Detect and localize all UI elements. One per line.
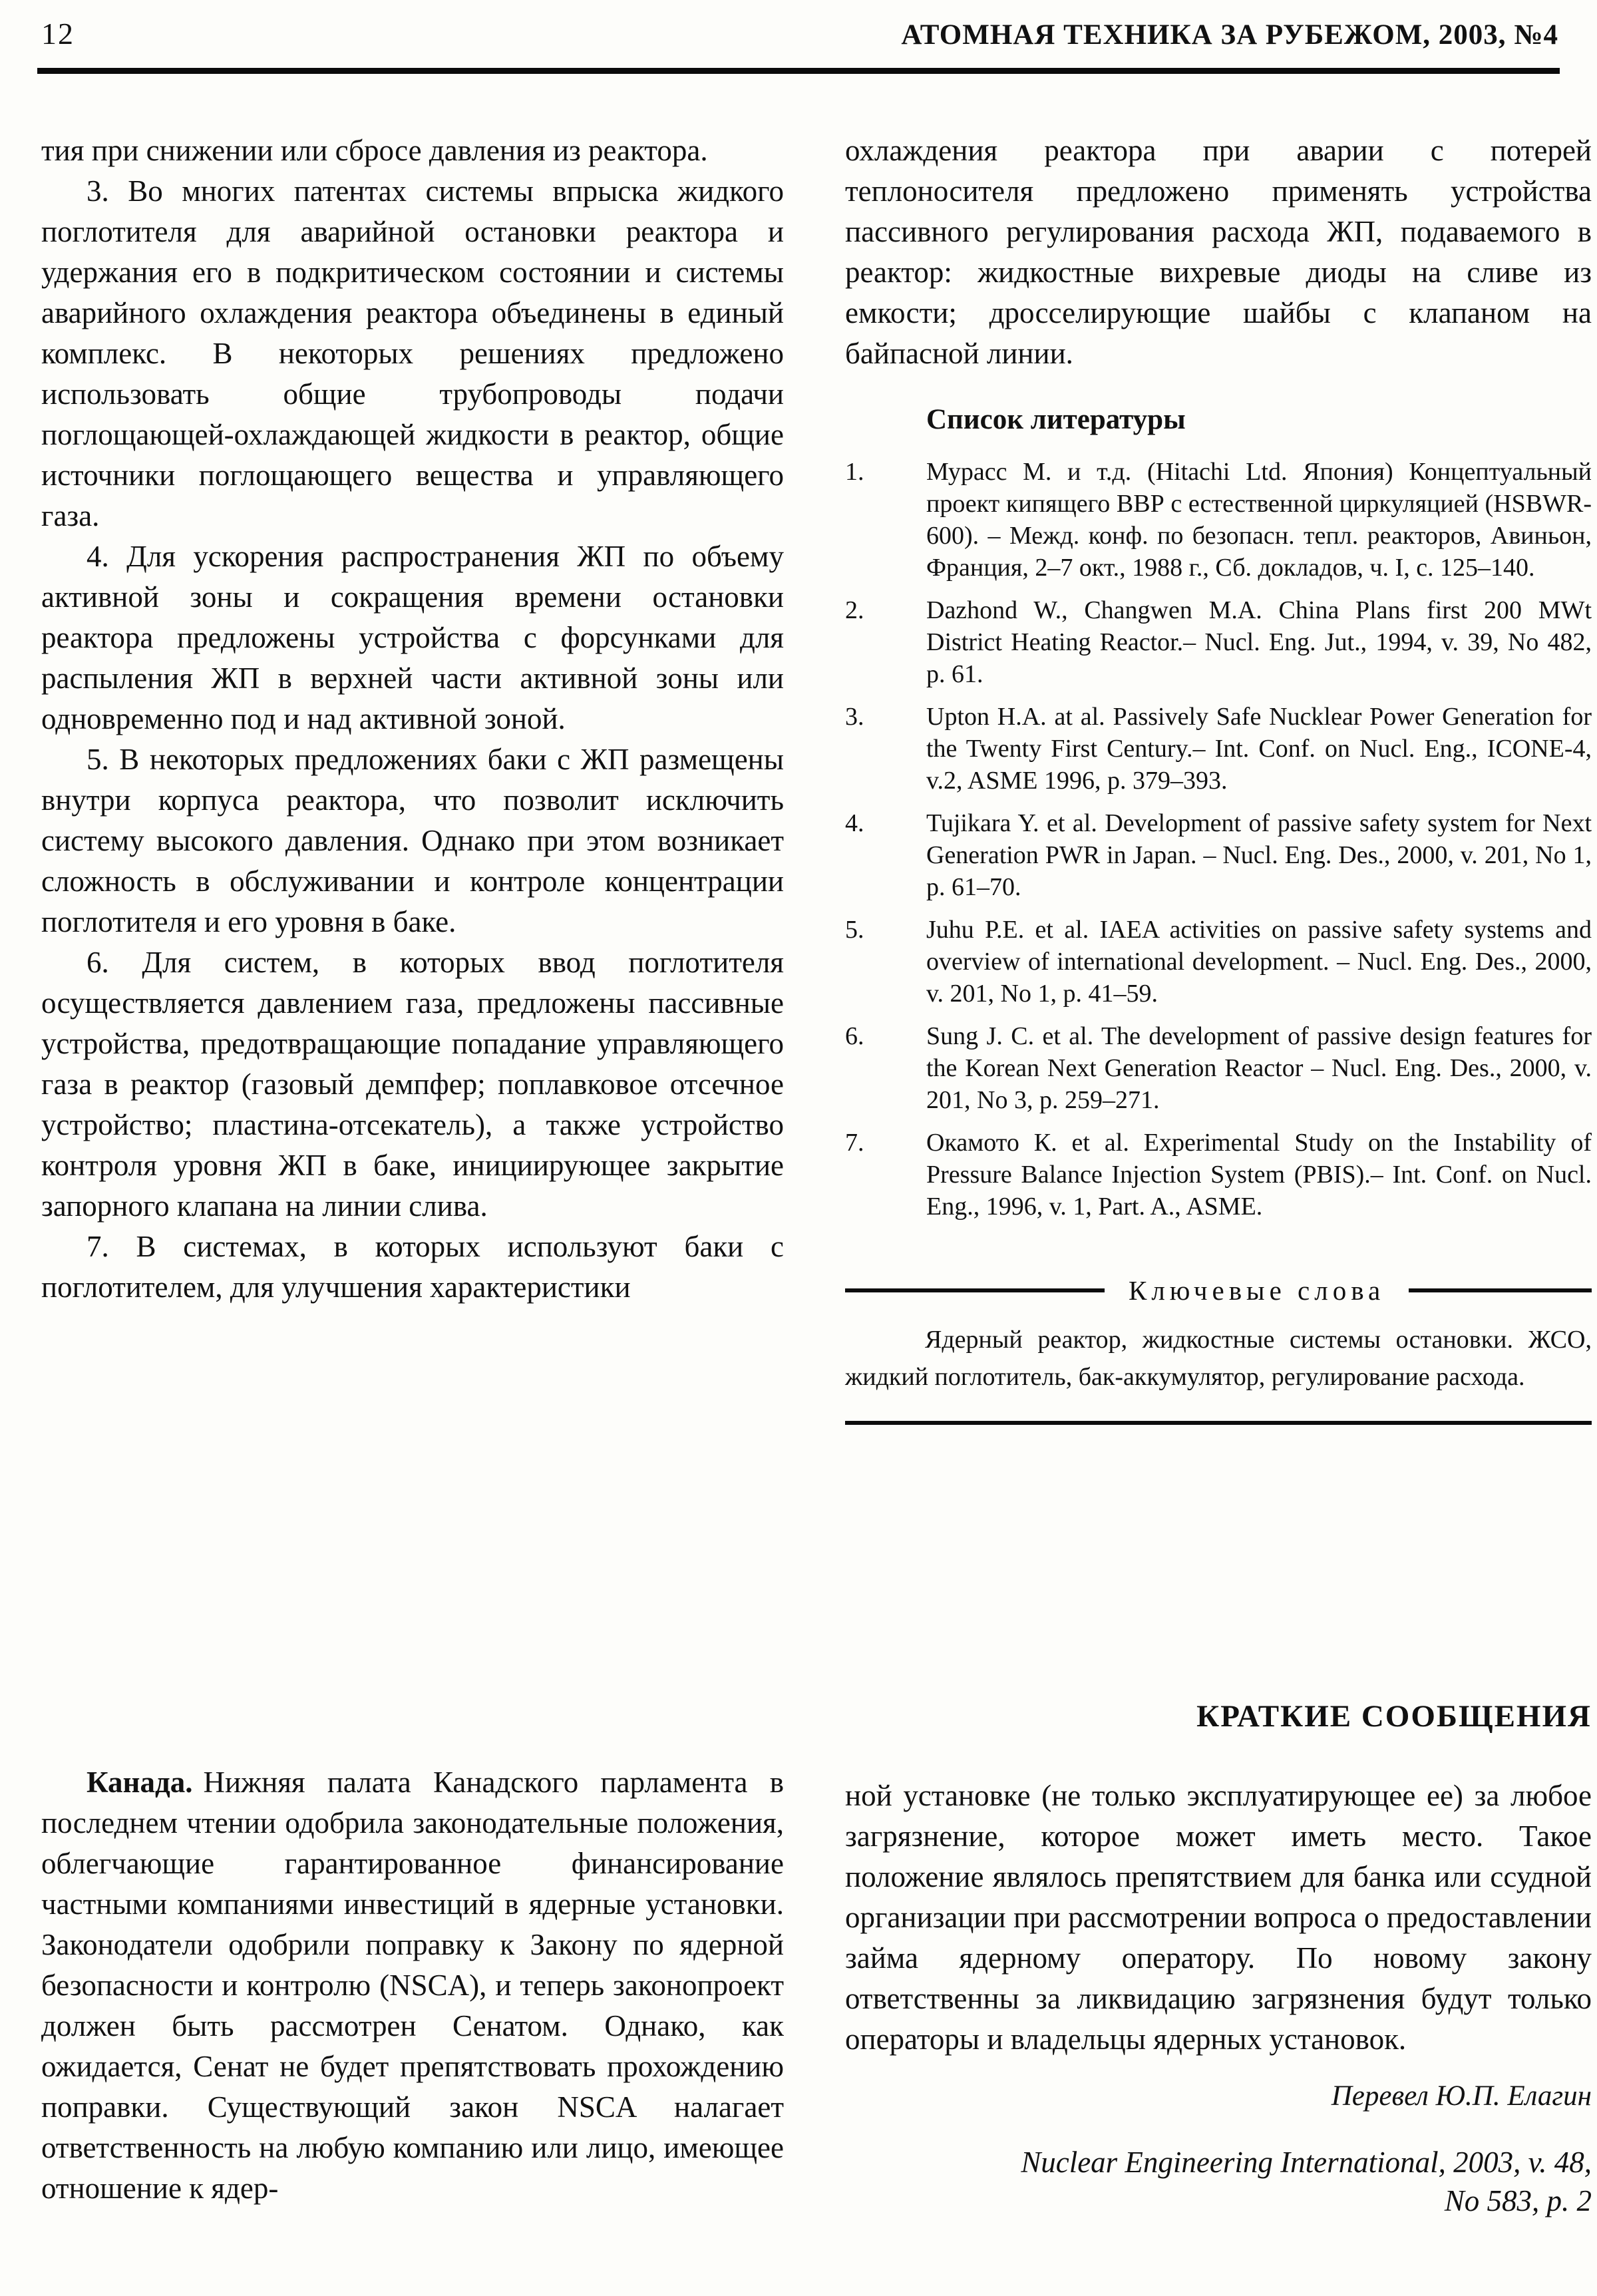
- reference-item: [845, 914, 1592, 1010]
- reference-item: [845, 1020, 1592, 1116]
- keywords-rule-left: [845, 1288, 1105, 1292]
- keywords-header: [845, 1274, 1592, 1306]
- body-paragraph: 6. Для систем, в которых ввод поглотителя осуществляется давлением газа, предложены пассивные устройства, предотвращающие попадание управляющего газа в реактор (газовый демпфер; поплавковое отсечное устройство; пластина-отсекатель), а также устройство контроля уровня ЖП в баке, инициирующее закрытие запорного клапана на линии слива.: [41, 946, 784, 1223]
- keywords-rule-right: [1409, 1288, 1592, 1292]
- header-rule: [37, 68, 1560, 74]
- reference-text: Sung J. C. et al. The development of passive design features for the Korean Next Generation Reactor – Nucl. Eng. Des., 2000, v. 201, No 3, p. 259–271.: [926, 1022, 1592, 1114]
- reference-number: 1.: [845, 458, 864, 486]
- body-paragraph: тия при снижении или сбросе давления из реактора.: [41, 134, 708, 167]
- reference-text: Juhu P.E. et al. IAEA activities on passive safety systems and overview of international development. – Nucl. Eng. Des., 2000, v. 201, No 1, p. 41–59.: [926, 916, 1592, 1008]
- page-number: 12: [41, 17, 75, 51]
- keywords-block: [845, 1274, 1592, 1425]
- reference-text: Мурасс М. и т.д. (Hitachi Ltd. Япония) Концептуальный проект кипящего ВВР с естественной циркуляцией (HSBWR-600). – Межд. конф. по безопасн. тепл. реакторов, Авиньон, Франция, 2–7 окт., 1988 г., Сб. докладов, ч. I, с. 125–140.: [926, 458, 1592, 582]
- left-column: [41, 130, 784, 1308]
- reference-item: [845, 594, 1592, 690]
- source-line: Nuclear Engineering International, 2003, v. 48,: [1021, 2146, 1592, 2179]
- reference-number: 2.: [845, 596, 864, 624]
- reference-number: 7.: [845, 1129, 864, 1157]
- brief-news-paragraph: ной установке (не только эксплуатирующее ее) за любое загрязнение, которое может иметь место. Такое положение являлось препятствием для банка или ссудной организации при рассмотрении вопроса о предоставлении займа ядерному оператору. По новому закону ответственны за ликвидацию загрязнения будут только операторы и владельцы ядерных установок.: [845, 1779, 1592, 2056]
- brief-news-heading: КРАТКИЕ СООБЩЕНИЯ: [1196, 1699, 1592, 1734]
- body-paragraph: 5. В некоторых предложениях баки с ЖП размещены внутри корпуса реактора, что позволит исключить систему высокого давления. Однако при этом возникает сложность в обслуживании и контроле концентрации поглотителя и его уровня в баке.: [41, 743, 784, 938]
- body-paragraph: охлаждения реактора при аварии с потерей теплоносителя предложено применять устройства пассивного регулирования расхода ЖП, подаваемого в реактор: жидкостные вихревые диоды на сливе из емкости; дросселирующие шайбы с клапаном на байпасной линии.: [845, 134, 1592, 370]
- source-citation: [845, 2143, 1592, 2220]
- reference-text: Окамото К. et al. Experimental Study on the Instability of Pressure Balance Injection System (PBIS).– Int. Conf. on Nucl. Eng., 1996, v. 1, Part. A., ASME.: [926, 1129, 1592, 1221]
- reference-text: Tujikara Y. et al. Development of passive safety system for Next Generation PWR in Japan. – Nucl. Eng. Des., 2000, v. 201, No 1, p. 61–70.: [926, 809, 1592, 901]
- reference-item: [845, 807, 1592, 903]
- reference-item: [845, 1127, 1592, 1223]
- reference-text: Upton H.A. at al. Passively Safe Nucklear Power Generation for the Twenty First Century.– Int. Conf. on Nucl. Eng., ICONE-4, v.2, ASME 1996, p. 379–393.: [926, 703, 1592, 795]
- reference-item: [845, 456, 1592, 584]
- reference-item: [845, 701, 1592, 797]
- translator-credit: Перевел Ю.П. Елагин: [1331, 2080, 1592, 2112]
- country-lead: Канада.: [87, 1766, 193, 1799]
- section-end-rule: [845, 1421, 1592, 1425]
- journal-title: АТОМНАЯ ТЕХНИКА ЗА РУБЕЖОМ, 2003, №4: [901, 19, 1558, 51]
- reference-number: 3.: [845, 703, 864, 731]
- brief-news-paragraph: [41, 1762, 784, 2209]
- references-title: Список литературы: [926, 404, 1186, 435]
- references-list: [845, 456, 1592, 1223]
- right-column: [845, 130, 1592, 1425]
- source-line: No 583, p. 2: [1444, 2184, 1592, 2217]
- reference-number: 5.: [845, 916, 864, 944]
- keywords-text: Ядерный реактор, жидкостные системы остановки. ЖСО, жидкий поглотитель, бак-аккумулятор, регулирование расхода.: [845, 1326, 1592, 1391]
- brief-news-left-column: [41, 1762, 784, 2209]
- keywords-title: Ключевые слова: [1129, 1275, 1385, 1306]
- body-paragraph: 4. Для ускорения распространения ЖП по объему активной зоны и сокращения времени остановки реактора предложены устройства с форсунками для распыления ЖП в верхней части активной зоны или одновременно под и над активной зоной.: [41, 540, 784, 735]
- running-head: [41, 16, 1558, 51]
- reference-text: Dazhond W., Changwen M.A. China Plans first 200 MWt District Heating Reactor.– Nucl. Eng. Jut., 1994, v. 39, No 482, p. 61.: [926, 596, 1592, 688]
- body-paragraph: 7. В системах, в которых используют баки с поглотителем, для улучшения характеристики: [41, 1230, 784, 1304]
- brief-news-text: Нижняя палата Канадского парламента в последнем чтении одобрила законодательные положения, облегчающие гарантированное финансирование частными компаниями инвестиций в ядерные установки. Законодатели одобрили поправку к Закону по ядерной безопасности и контролю (NSCA), и теперь законопроект должен быть рассмотрен Сенатом. Однако, как ожидается, Сенат не будет препятствовать прохождению поправки. Существующий закон NSCA налагает ответственность на любую компанию или лицо, имеющее отношение к ядер-: [41, 1766, 784, 2205]
- brief-news-right-column: [845, 1776, 1592, 2220]
- reference-number: 6.: [845, 1022, 864, 1050]
- reference-number: 4.: [845, 809, 864, 837]
- body-paragraph: 3. Во многих патентах системы впрыска жидкого поглотителя для аварийной остановки реактора и удержания его в подкритическом состоянии и системы аварийного охлаждения реактора объединены в единый комплекс. В некоторых решениях предложено использовать общие трубопроводы подачи поглощающей-охлаждающей жидкости в реактор, общие источники поглощающего вещества и управляющего газа.: [41, 174, 784, 532]
